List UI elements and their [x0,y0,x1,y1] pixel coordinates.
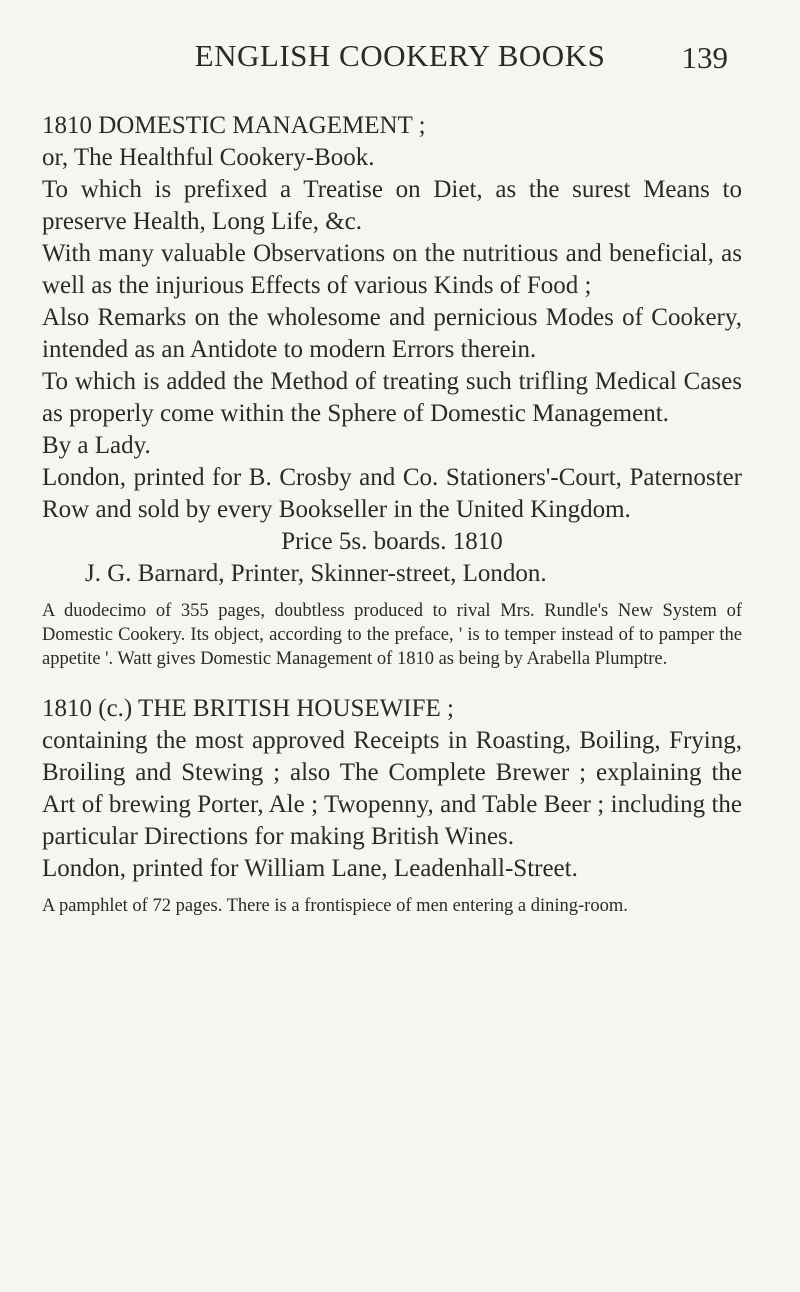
entry-title: 1810 DOMESTIC MANAGEMENT ; [42,112,426,139]
entry-imprint: London, printed for B. Crosby and Co. Stationers'-Court, Paternoster Row and sold by every Bookseller in the United Kingdom. [42,464,742,523]
entry-printer: J. G. Barnard, Printer, Skinner-street, London. [85,560,547,587]
entry-description: With many valuable Observations on the nutritious and beneficial, as well as the injurious Effects of various Kinds of Food ; [42,240,742,299]
entry-description: To which is prefixed a Treatise on Diet, as the surest Means to preserve Health, Long Life, &c. [42,176,742,235]
book-entry-domestic-management [42,110,742,671]
book-entry-british-housewife [42,693,742,918]
running-title: ENGLISH COOKERY BOOKS [194,38,606,73]
entry-title: 1810 (c.) THE BRITISH HOUSEWIFE ; [42,695,454,722]
entry-price: Price 5s. boards. 1810 [281,528,503,555]
entry-note: A duodecimo of 355 pages, doubtless produced to rival Mrs. Rundle's New System of Domestic Cookery. Its object, according to the preface, ' is to temper instead of to pamper the appetite '. Watt gives Domestic Management of 1810 as being by Arabella Plumptre. [42,601,742,669]
page-number: 139 [681,40,728,75]
entry-note: A pamphlet of 72 pages. There is a frontispiece of men entering a dining-room. [42,896,628,916]
page-body [42,110,742,940]
entry-imprint: London, printed for William Lane, Leadenhall-Street. [42,855,578,882]
entry-description: containing the most approved Receipts in Roasting, Boiling, Frying, Broiling and Stewing ; also The Complete Brewer ; explaining the Art of brewing Porter, Ale ; Twopenny, and Table Beer ; including the particular Directions for making British Wines. [42,727,742,850]
page-header [0,38,800,82]
entry-author: By a Lady. [42,432,151,459]
entry-description: To which is added the Method of treating such trifling Medical Cases as properly come within the Sphere of Domestic Management. [42,368,742,427]
entry-description: Also Remarks on the wholesome and pernicious Modes of Cookery, intended as an Antidote to modern Errors therein. [42,304,742,363]
entry-subtitle: or, The Healthful Cookery-Book. [42,144,375,171]
